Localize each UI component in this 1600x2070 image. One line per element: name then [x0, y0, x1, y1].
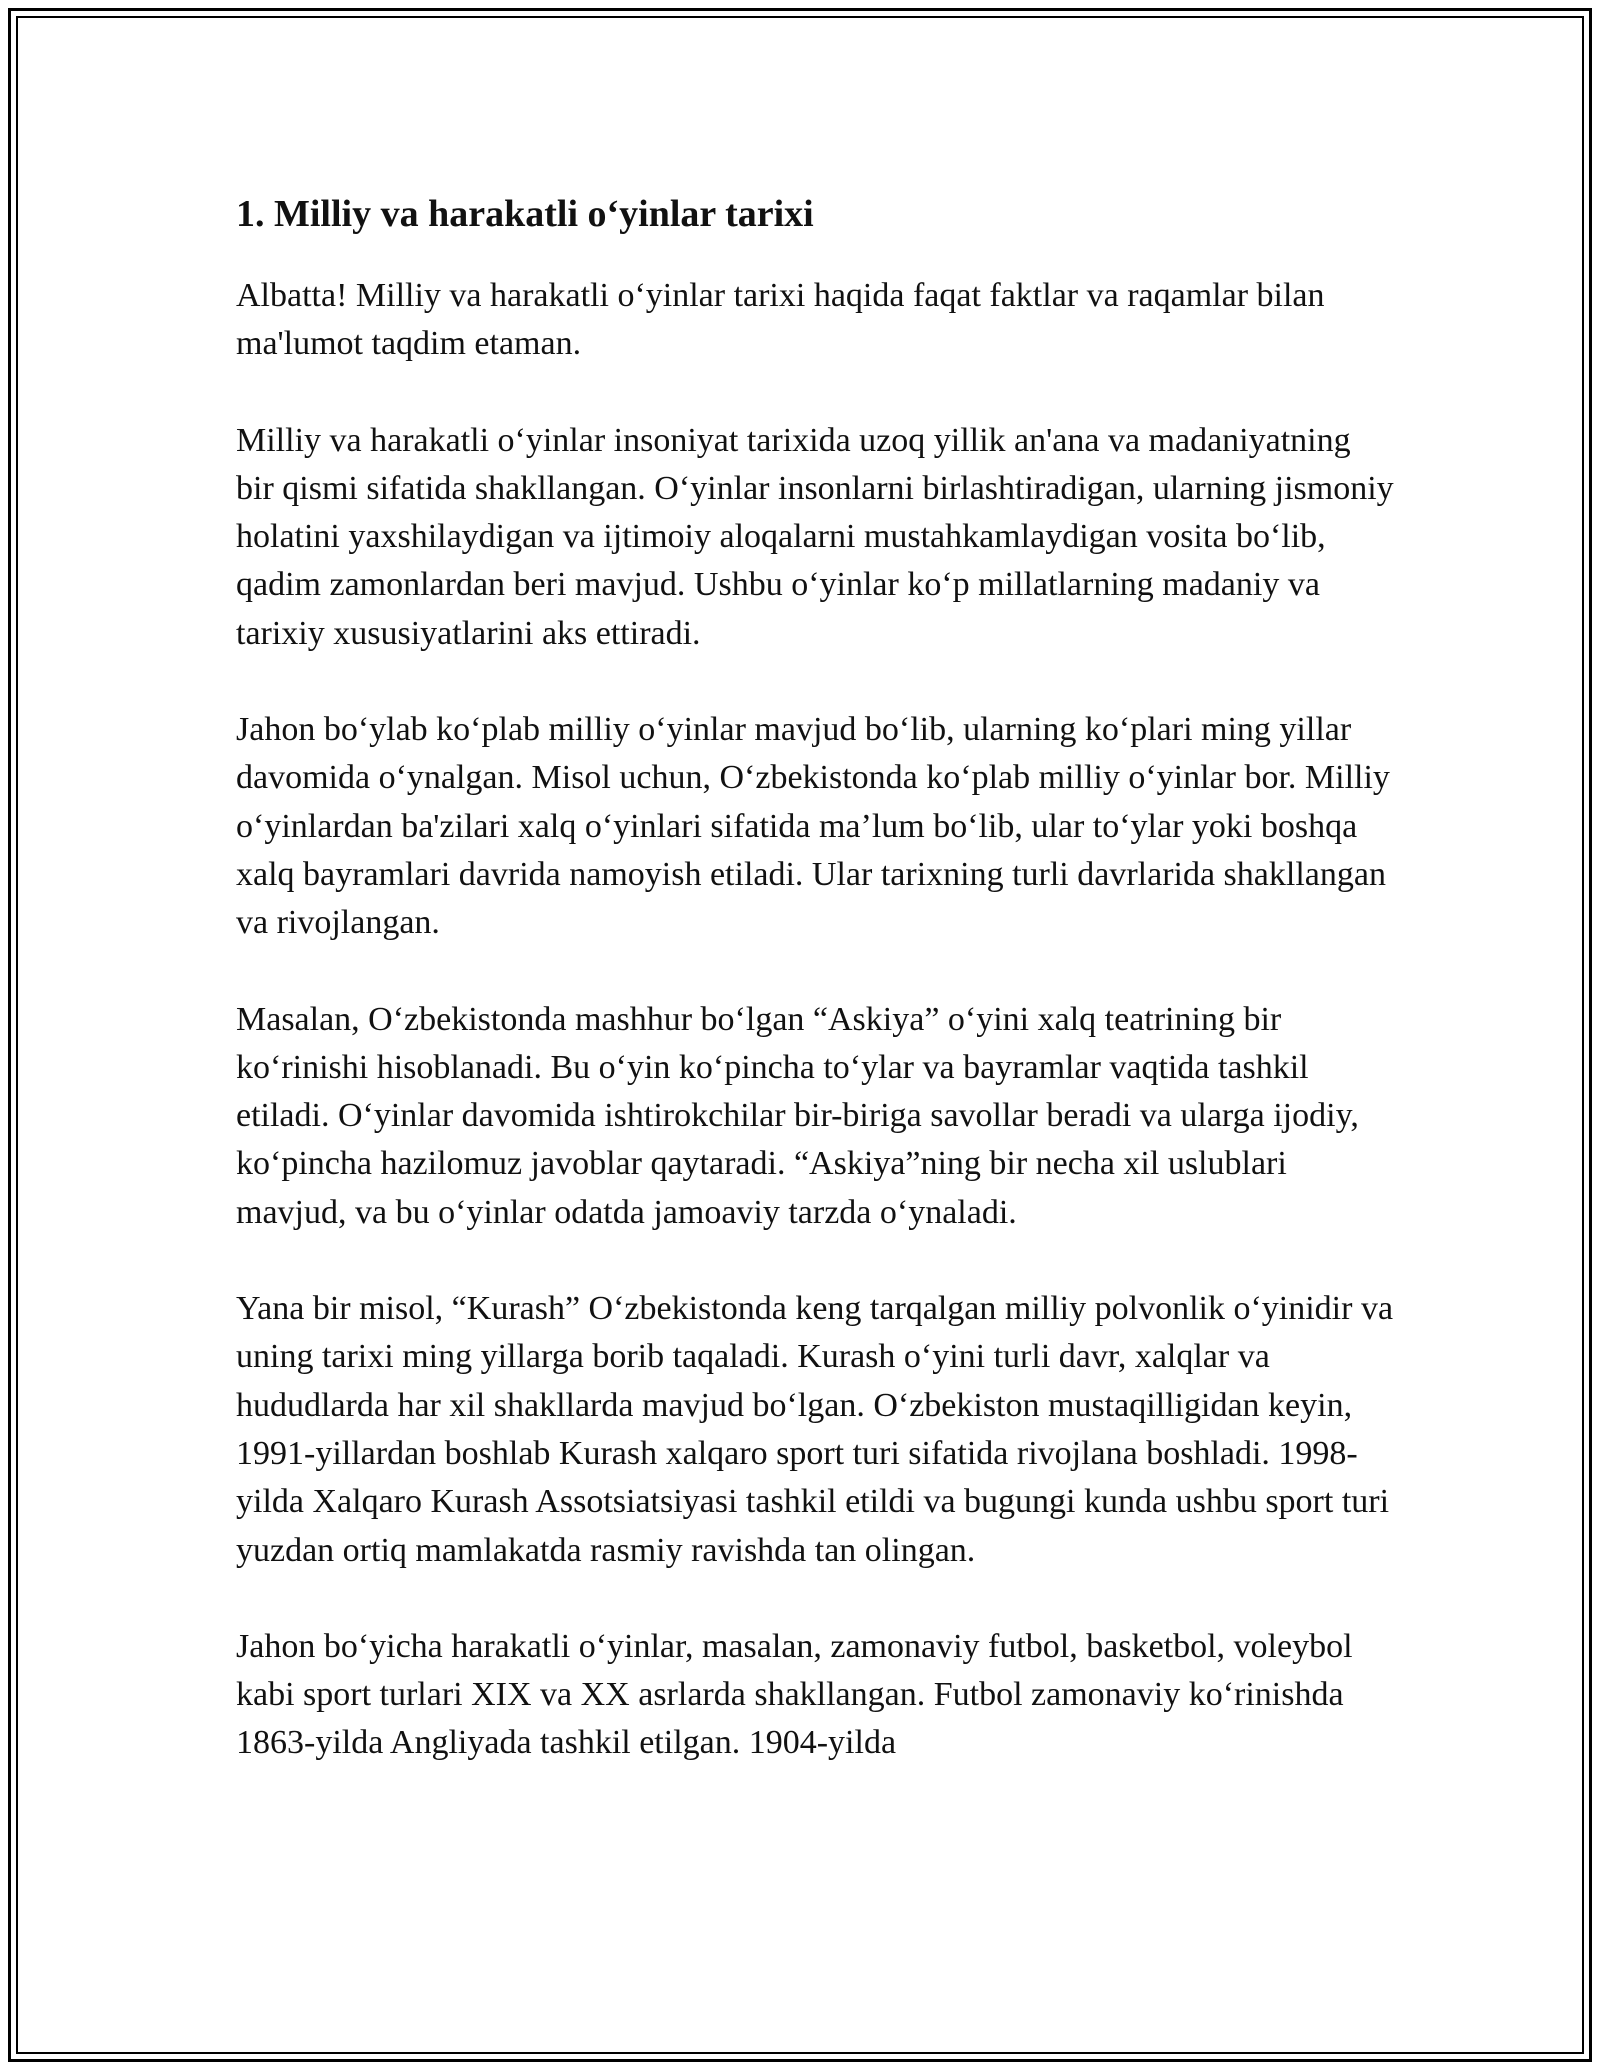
- document-body: [236, 190, 1396, 1768]
- paragraph-modern-sports: Jahon bo‘yicha harakatli o‘yinlar, masalan, zamonaviy futbol, basketbol, voleybol kabi sport turlari XIX va XX asrlarda shakllangan. Futbol zamonaviy ko‘rinishda 1863-yilda Angliyada tashkil etilgan. 1904-yilda: [236, 1627, 1353, 1762]
- paragraph-askiya: Masalan, O‘zbekistonda mashhur bo‘lgan “Askiya” o‘yini xalq teatrining bir ko‘rinishi hisoblanadi. Bu o‘yin ko‘pincha to‘ylar va bayramlar vaqtida tashkil etiladi. O‘yinlar davomida ishtirokchilar bir-biriga savollar beradi va ularga ijodiy, ko‘pincha hazilomuz javoblar qaytaradi. “Askiya”ning bir necha xil uslublari mavjud, va bu o‘yinlar odatda jamoaviy tarzda o‘ynaladi.: [236, 1000, 1359, 1231]
- paragraph-national-games: Jahon bo‘ylab ko‘plab milliy o‘yinlar mavjud bo‘lib, ularning ko‘plari ming yillar davomida o‘ynalgan. Misol uchun, O‘zbekistonda ko‘plab milliy o‘yinlar bor. Milliy o‘yinlardan ba'zilari xalq o‘yinlari sifatida ma’lum bo‘lib, ular to‘ylar yoki boshqa xalq bayramlari davrida namoyish etiladi. Ular tarixning turli davrlarida shakllangan va rivojlangan.: [236, 711, 1390, 942]
- paragraph-kurash: Yana bir misol, “Kurash” O‘zbekistonda keng tarqalgan milliy polvonlik o‘yinidir va uning tarixi ming yillarga borib taqaladi. Kurash o‘yini turli davr, xalqlar va hududlarda har xil shakllarda mavjud bo‘lgan. O‘zbekiston mustaqilligidan keyin, 1991-yillardan boshlab Kurash xalqaro sport turi sifatida rivojlana boshladi. 1998-yilda Xalqaro Kurash Assotsiatsiyasi tashkil etildi va bugungi kunda ushbu sport turi yuzdan ortiq mamlakatda rasmiy ravishda tan olingan.: [236, 1290, 1394, 1569]
- section-heading: 1. Milliy va harakatli o‘yinlar tarixi: [236, 193, 814, 235]
- paragraph-history: Milliy va harakatli o‘yinlar insoniyat tarixida uzoq yillik an'ana va madaniyatning bir qismi sifatida shakllangan. O‘yinlar insonlarni birlashtiradigan, ularning jismoniy holatini yaxshilaydigan va ijtimoiy aloqalarni mustahkamlaydigan vosita bo‘lib, qadim zamonlardan beri mavjud. Ushbu o‘yinlar ko‘p millatlarning madaniy va tarixiy xususiyatlarini aks ettiradi.: [236, 421, 1394, 652]
- paragraph-intro: Albatta! Milliy va harakatli o‘yinlar tarixi haqida faqat faktlar va raqamlar bilan ma'lumot taqdim etaman.: [236, 277, 1325, 363]
